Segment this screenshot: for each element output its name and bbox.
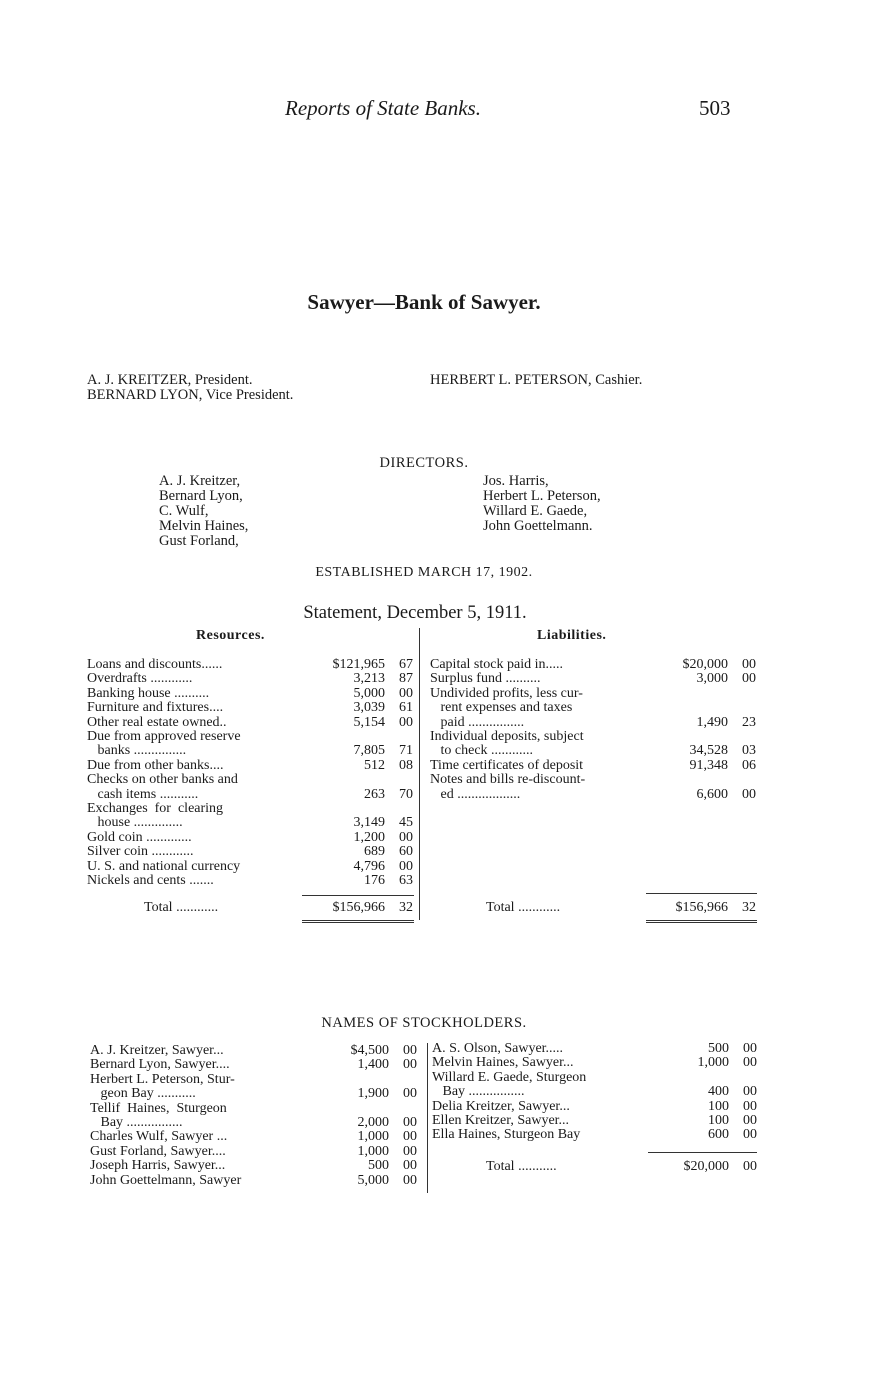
liability-row-cents (728, 730, 756, 744)
liability-row-label: ed .................. (430, 786, 521, 802)
stockholders-total-cents: 00 (743, 1159, 757, 1174)
stockholder-row-label: Ella Haines, Sturgeon Bay (432, 1127, 581, 1143)
stockholder-row-label: Melvin Haines, Sawyer... (432, 1055, 574, 1071)
liability-row-dollars (660, 773, 728, 787)
resource-row (87, 788, 413, 802)
stockholder-row-label: Willard E. Gaede, Sturgeon (432, 1069, 587, 1085)
bank-title: Sawyer—Bank of Sawyer. (307, 290, 541, 314)
liabilities-table (430, 658, 756, 802)
resource-row-dollars: 3,213 (353, 671, 385, 687)
liability-row-dollars: 1,490 (696, 714, 728, 730)
resources-table (87, 658, 413, 889)
resource-row-cents: 67 (399, 657, 413, 672)
resource-row-label: Exchanges for clearing (87, 801, 224, 817)
resource-row-cents: 00 (399, 858, 413, 874)
liabilities-total-rule (646, 893, 757, 894)
resource-row-cents: 87 (399, 671, 413, 687)
liability-row-cents (728, 687, 756, 701)
stockholder-row (90, 1087, 417, 1101)
resource-row-label: Other real estate owned.. (87, 714, 227, 730)
liability-row-dollars: 3,000 (696, 671, 728, 687)
resource-row-cents (385, 802, 413, 816)
director-name: Melvin Haines, (159, 518, 249, 534)
liability-row-dollars: 34,528 (689, 743, 728, 759)
stockholder-row-cents: 00 (743, 1055, 757, 1071)
liability-row-dollars (660, 687, 728, 701)
stockholder-row (432, 1042, 757, 1056)
stockholders-total-row (432, 1160, 757, 1174)
resources-total-row (87, 901, 413, 915)
liability-row (430, 730, 756, 744)
stockholder-row (432, 1128, 757, 1142)
resource-row-cents: 71 (399, 743, 413, 759)
established-date: ESTABLISHED MARCH 17, 1902. (315, 565, 533, 580)
liability-row-dollars: 6,600 (696, 786, 728, 802)
stockholder-row-dollars: 5,000 (357, 1172, 389, 1188)
resource-row-dollars (309, 773, 385, 787)
resource-row-label: banks ............... (87, 743, 187, 759)
stockholder-row (90, 1102, 417, 1116)
stockholder-row-dollars: 1,000 (357, 1143, 389, 1159)
stockholder-row-dollars: 500 (368, 1158, 389, 1174)
stockholder-row-cents: 00 (743, 1041, 757, 1056)
resource-row (87, 716, 413, 730)
stockholder-row-dollars (328, 1073, 389, 1087)
stockholder-row (432, 1085, 757, 1099)
stockholder-row-cents: 00 (403, 1115, 417, 1131)
liability-row-dollars: $20,000 (682, 657, 728, 672)
liability-row (430, 658, 756, 672)
stockholder-row-label: geon Bay ........... (90, 1086, 196, 1102)
stockholder-row (90, 1058, 417, 1072)
director-name: A. J. Kreitzer, (159, 473, 241, 489)
resource-row-dollars: 5,000 (353, 685, 385, 701)
liability-row (430, 672, 756, 686)
resource-row-label: Banking house .......... (87, 685, 210, 701)
stockholder-row (90, 1130, 417, 1144)
resource-row (87, 730, 413, 744)
resources-total-dollars: $156,966 (332, 900, 385, 915)
stockholders-left-table (90, 1044, 417, 1188)
director-name: Willard E. Gaede, (483, 503, 588, 519)
resource-row-label: cash items ........... (87, 786, 199, 802)
liability-row-cents: 00 (742, 786, 756, 802)
resource-row-dollars: 689 (364, 844, 385, 860)
directors-left-list (159, 474, 248, 549)
resource-row-cents: 00 (399, 714, 413, 730)
stockholder-row (432, 1114, 757, 1128)
resource-row-label: Gold coin ............. (87, 829, 192, 845)
resource-row-cents (385, 730, 413, 744)
stockholder-row-cents: 00 (403, 1086, 417, 1102)
liability-row-label: Undivided profits, less cur- (430, 685, 583, 701)
liability-row (430, 744, 756, 758)
liability-row-label: rent expenses and taxes (430, 700, 573, 716)
resource-row-cents: 08 (399, 757, 413, 773)
page-number: 503 (699, 96, 731, 120)
resource-row-label: U. S. and national currency (87, 858, 241, 874)
stockholders-total-label: Total ........... (486, 1159, 557, 1174)
resource-row-dollars: $121,965 (332, 657, 385, 672)
director-name: Gust Forland, (159, 533, 239, 549)
stockholder-row-cents: 00 (743, 1113, 757, 1129)
liability-row-label: to check ............ (430, 743, 534, 759)
director-name: C. Wulf, (159, 503, 209, 519)
stockholder-row-cents: 00 (403, 1158, 417, 1174)
liability-row-label: Notes and bills re-discount- (430, 772, 586, 788)
resource-row (87, 744, 413, 758)
liability-row-label: paid ................ (430, 714, 525, 730)
stockholder-row-label: Bay ................ (90, 1115, 183, 1131)
stockholder-row-dollars: 1,400 (357, 1057, 389, 1073)
stockholder-row-label: Bernard Lyon, Sawyer.... (90, 1057, 230, 1073)
stockholder-row (90, 1159, 417, 1173)
officer-president: A. J. KREITZER, President. (87, 372, 253, 388)
stockholder-row (90, 1116, 417, 1130)
liability-row (430, 687, 756, 701)
liability-row-dollars (660, 730, 728, 744)
stockholder-row-cents: 00 (403, 1172, 417, 1188)
officer-cashier: HERBERT L. PETERSON, Cashier. (430, 372, 643, 388)
resource-row-label: Overdrafts ............ (87, 671, 193, 687)
resources-total-rule (302, 895, 414, 896)
stockholders-column-divider (427, 1043, 428, 1193)
stockholder-row-label: Herbert L. Peterson, Stur- (90, 1071, 235, 1087)
liability-row-label: Individual deposits, subject (430, 729, 584, 745)
stockholders-total-rule (648, 1152, 757, 1153)
stockholder-row-cents: 00 (743, 1098, 757, 1114)
stockholder-row-label: Charles Wulf, Sawyer ... (90, 1129, 228, 1145)
resource-row (87, 687, 413, 701)
liability-row-cents: 00 (742, 671, 756, 687)
stockholder-row-dollars: 500 (708, 1041, 729, 1056)
stockholder-row-label: A. S. Olson, Sawyer..... (432, 1041, 564, 1056)
stockholder-row-label: Bay ................ (432, 1084, 525, 1100)
liability-row-cents: 00 (742, 657, 756, 672)
stockholder-row (432, 1056, 757, 1070)
liability-row-label: Surplus fund .......... (430, 671, 541, 687)
stockholder-row-cents (389, 1102, 417, 1116)
resources-heading: Resources. (196, 628, 265, 643)
liability-row-label: Capital stock paid in..... (430, 657, 563, 672)
resource-row-label: Furniture and fixtures.... (87, 700, 224, 716)
stockholder-row-dollars (679, 1071, 729, 1085)
stockholder-row-cents: 00 (403, 1057, 417, 1073)
resource-row-cents: 00 (399, 685, 413, 701)
resource-row-dollars: 263 (364, 786, 385, 802)
liabilities-total-label: Total ............ (486, 900, 561, 915)
resource-row (87, 874, 413, 888)
liabilities-heading: Liabilities. (537, 628, 607, 643)
resource-row (87, 831, 413, 845)
stockholder-row-dollars: 1,000 (697, 1055, 729, 1071)
liability-row-cents (728, 701, 756, 715)
resource-row-label: Checks on other banks and (87, 772, 238, 788)
resource-row-cents: 61 (399, 700, 413, 716)
liability-row-cents: 03 (742, 743, 756, 759)
resource-row-cents: 63 (399, 873, 413, 889)
resource-row-cents: 45 (399, 815, 413, 831)
resource-row (87, 658, 413, 672)
liability-row (430, 716, 756, 730)
stockholder-row-label: Delia Kreitzer, Sawyer... (432, 1098, 570, 1114)
resource-row-dollars: 3,149 (353, 815, 385, 831)
resource-row (87, 816, 413, 830)
stockholder-row-cents (729, 1071, 757, 1085)
resource-row-dollars (309, 802, 385, 816)
director-name: Jos. Harris, (483, 473, 549, 489)
stockholder-row-label: Joseph Harris, Sawyer... (90, 1158, 226, 1174)
stockholder-row-cents (389, 1073, 417, 1087)
resource-row-label: Silver coin ............ (87, 844, 194, 860)
stockholder-row (90, 1145, 417, 1159)
stockholder-row-dollars: 1,900 (357, 1086, 389, 1102)
stockholder-row-dollars: $4,500 (350, 1043, 389, 1058)
resource-row (87, 802, 413, 816)
stockholder-row-dollars: 1,000 (357, 1129, 389, 1145)
stockholder-row-dollars: 400 (708, 1084, 729, 1100)
directors-heading: DIRECTORS. (379, 455, 469, 471)
resource-row-dollars: 512 (364, 757, 385, 773)
liability-row (430, 788, 756, 802)
resource-row-cents: 60 (399, 844, 413, 860)
stockholder-row-dollars: 100 (708, 1113, 729, 1129)
stockholder-row-dollars: 2,000 (357, 1115, 389, 1131)
resource-row-dollars: 1,200 (353, 829, 385, 845)
resource-row (87, 701, 413, 715)
director-name: Bernard Lyon, (159, 488, 243, 504)
stockholders-heading: NAMES OF STOCKHOLDERS. (321, 1015, 527, 1031)
resource-row-label: Due from approved reserve (87, 729, 241, 745)
officer-vice-president: BERNARD LYON, Vice President. (87, 387, 294, 403)
resource-row (87, 845, 413, 859)
liability-row (430, 773, 756, 787)
liabilities-total-row (430, 901, 756, 915)
liability-row-dollars: 91,348 (689, 757, 728, 773)
director-name: Herbert L. Peterson, (483, 488, 601, 504)
stockholders-total-dollars: $20,000 (683, 1159, 729, 1174)
stockholder-row (432, 1100, 757, 1114)
liabilities-total-cents: 32 (742, 900, 756, 915)
resource-row-dollars (309, 730, 385, 744)
statement-title: Statement, December 5, 1911. (303, 603, 527, 623)
stockholder-row-label: A. J. Kreitzer, Sawyer... (90, 1043, 224, 1058)
directors-right-list (483, 474, 601, 534)
resources-total-cents: 32 (399, 900, 413, 915)
resource-row-cents: 00 (399, 829, 413, 845)
resource-row-dollars: 5,154 (353, 714, 385, 730)
stockholder-row-cents: 00 (403, 1143, 417, 1159)
resource-row-label: house .............. (87, 815, 183, 831)
stockholder-row-label: Ellen Kreitzer, Sawyer... (432, 1113, 570, 1129)
liability-row-dollars (660, 701, 728, 715)
resource-row-label: Loans and discounts...... (87, 657, 223, 672)
stockholder-row-cents: 00 (743, 1127, 757, 1143)
liability-row-label: Time certificates of deposit (430, 757, 584, 773)
resource-row-cents (385, 773, 413, 787)
liabilities-total-dollars: $156,966 (675, 900, 728, 915)
resource-row (87, 672, 413, 686)
resource-row-label: Due from other banks.... (87, 757, 224, 773)
resource-row-dollars: 176 (364, 873, 385, 889)
resource-row-dollars: 3,039 (353, 700, 385, 716)
stockholders-right-table (432, 1042, 757, 1143)
resources-total-double-rule (302, 920, 414, 923)
stockholder-row-dollars: 100 (708, 1098, 729, 1114)
stockholder-row (90, 1073, 417, 1087)
liability-row (430, 701, 756, 715)
stockholder-row (432, 1071, 757, 1085)
resource-row-cents: 70 (399, 786, 413, 802)
resource-row (87, 759, 413, 773)
stockholder-row-dollars: 600 (708, 1127, 729, 1143)
resource-row-label: Nickels and cents ....... (87, 873, 214, 889)
stockholder-row-cents: 00 (403, 1043, 417, 1058)
resources-total-label: Total ............ (144, 900, 219, 915)
stockholder-row (90, 1174, 417, 1188)
liabilities-total-double-rule (646, 920, 757, 923)
resource-row (87, 773, 413, 787)
column-divider (419, 628, 420, 920)
resource-row-dollars: 4,796 (353, 858, 385, 874)
running-title: Reports of State Banks. (285, 96, 481, 120)
liability-row-cents: 23 (742, 714, 756, 730)
liability-row (430, 759, 756, 773)
director-name: John Goettelmann. (483, 518, 593, 534)
stockholder-row (90, 1044, 417, 1058)
stockholder-row-label: Tellif Haines, Sturgeon (90, 1100, 227, 1116)
resource-row-dollars: 7,805 (353, 743, 385, 759)
stockholder-row-dollars (328, 1102, 389, 1116)
stockholder-row-label: Gust Forland, Sawyer.... (90, 1143, 226, 1159)
stockholder-row-label: John Goettelmann, Sawyer (90, 1172, 242, 1188)
liability-row-cents (728, 773, 756, 787)
liability-row-cents: 06 (742, 757, 756, 773)
resource-row (87, 860, 413, 874)
stockholder-row-cents: 00 (743, 1084, 757, 1100)
stockholder-row-cents: 00 (403, 1129, 417, 1145)
